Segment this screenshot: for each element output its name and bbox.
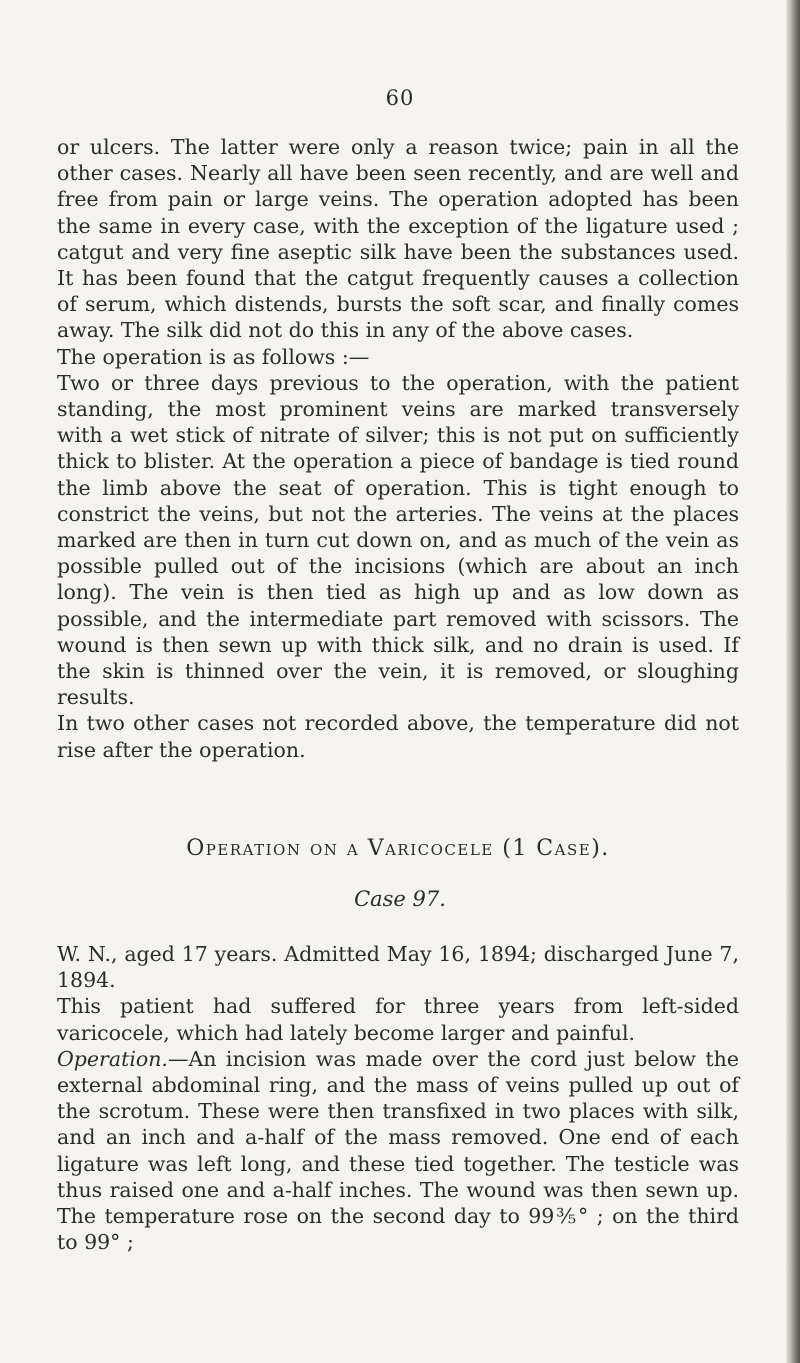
body-text-case — [57, 941, 739, 1255]
body-text-top — [57, 134, 739, 763]
paragraph-admission: W. N., aged 17 years. Admitted May 16, 1894; discharged June 7, 1894. — [57, 942, 739, 993]
paragraph-operation-procedure: Two or three days previous to the operation, with the patient standing, the most prominent veins are marked transversely with a wet stick of nitrate of silver; this is not put on sufficiently thick to blister. At the operation a piece of bandage is tied round the limb above the seat of operation. This is tight enough to constrict the veins, but not the arteries. The veins at the places marked are then in turn cut down on, and as much of the vein as possible pulled out of the incisions (which are about an inch long). The vein is then tied as high up and as low down as possible, and the intermediate part removed with scissors. The wound is then sewn up with thick silk, and no drain is used. If the skin is thinned over the vein, it is removed, or sloughing results. — [57, 370, 739, 710]
paragraph-ulcers: or ulcers. The latter were only a reason twice; pain in all the other cases. Nearly all have been seen recently, and are well and free from pain or large veins. The operation adopted has been the same in every case, with the exception of the ligature used ; catgut and very fine aseptic silk have been the substances used. It has been found that the catgut frequently causes a collection of serum, which distends, bursts the soft scar, and finally comes away. The silk did not do this in any of the above cases. — [57, 135, 739, 343]
section-heading: Operation on a Varicocele (1 Case). — [186, 836, 610, 861]
paragraph-operation — [57, 1046, 739, 1256]
page-edge-shadow — [786, 0, 800, 1363]
page-number: 60 — [385, 86, 415, 110]
paragraph-history: This patient had suffered for three years from left-sided varicocele, which had lately become larger and painful. — [57, 994, 739, 1045]
paragraph-temperature-note: In two other cases not recorded above, the temperature did not rise after the operation. — [57, 711, 739, 762]
operation-label: Operation. — [57, 1046, 168, 1071]
operation-text: —An incision was made over the cord just below the external abdominal ring, and the mass of veins pulled up out of the scrotum. These were then transfixed in two places with silk, and an inch and a-half of the mass removed. One end of each ligature was left long, and these tied together. The testicle was thus raised one and a-half inches. The wound was then sewn up. The temperature rose on the second day to 99⅗° ; on the third to 99° ; — [57, 1046, 739, 1255]
case-title: Case 97. — [354, 887, 446, 911]
paragraph-operation-intro: The operation is as follows :— — [57, 344, 370, 369]
